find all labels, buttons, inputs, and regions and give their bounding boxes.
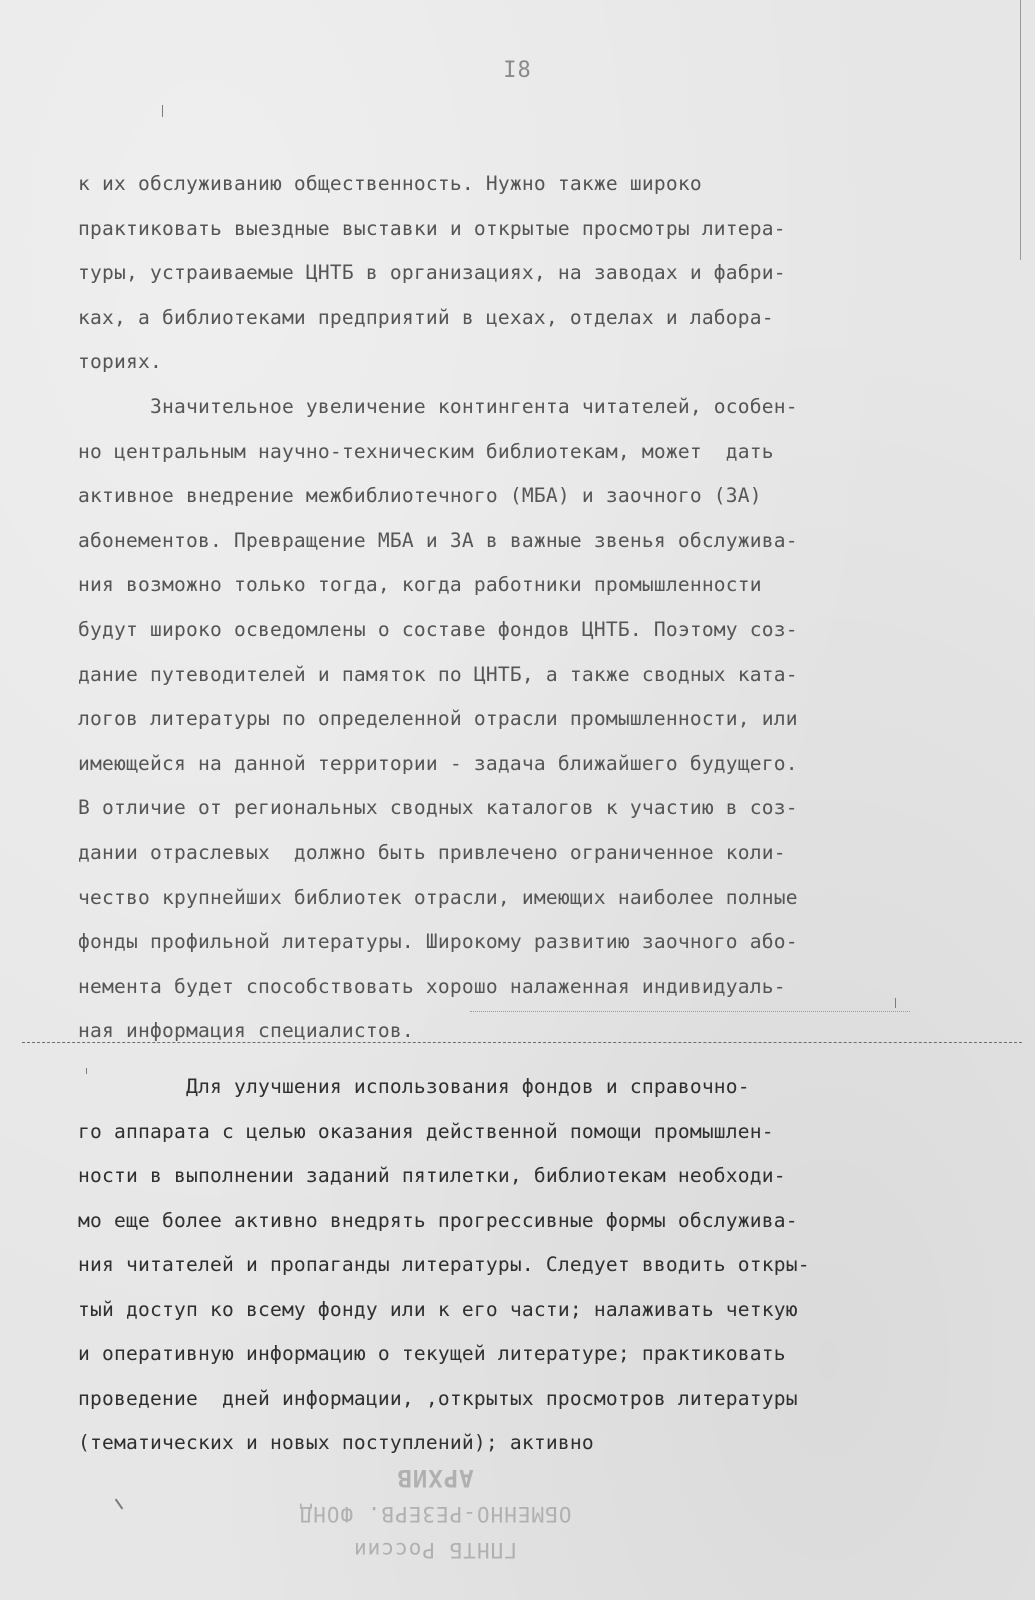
text-line: мо еще более активно внедрять прогрессивные формы обслужива- bbox=[78, 1208, 798, 1232]
text-line: Для улучшения использования фондов и справочно- bbox=[78, 1075, 750, 1098]
page-edge-line bbox=[1020, 0, 1021, 260]
text-line: (тематических и новых поступлений); активно bbox=[78, 1431, 594, 1454]
text-line: чество крупнейших библиотек отрасли, имеющих наиболее полные bbox=[78, 885, 798, 909]
text-line: имеющейся на данной территории - задача ближайшего будущего. bbox=[78, 751, 798, 775]
text-line: практиковать выездные выставки и открытые просмотры литера- bbox=[78, 216, 786, 240]
text-line: ная информация специалистов. bbox=[78, 1019, 414, 1043]
text-line: дание путеводителей и памяток по ЦНТБ, а также сводных ката- bbox=[78, 662, 798, 686]
text-line: но центральным научно-техническим библиотекам, может дать bbox=[78, 439, 774, 463]
text-line: ния возможно только тогда, когда работники промышленности bbox=[78, 573, 762, 597]
text-line: го аппарата с целью оказания действенной помощи промышлен- bbox=[78, 1119, 774, 1143]
text-line: проведение дней информации, ,открытых просмотров литературы bbox=[78, 1386, 798, 1410]
text-line: тый доступ ко всему фонду или к его части; налаживать четкую bbox=[78, 1297, 798, 1321]
text-line: логов литературы по определенной отрасли промышленности, или bbox=[78, 707, 798, 731]
stamp-line: АРХИВ bbox=[396, 1464, 474, 1492]
stamp-line: ОБМЕННО-РЕЗЕРВ. ФОНД bbox=[298, 1502, 572, 1526]
text-line: ках, а библиотеками предприятий в цехах, отделах и лабора- bbox=[78, 305, 774, 329]
text-line: и оперативную информацию о текущей литературе; практиковать bbox=[78, 1342, 786, 1365]
text-line: фонды профильной литературы. Широкому развитию заочного або- bbox=[78, 930, 798, 954]
text-line: туры, устраиваемые ЦНТБ в организациях, на заводах и фабри- bbox=[78, 261, 786, 285]
text-line: абонементов. Превращение МБА и ЗА в важные звенья обслужива- bbox=[78, 528, 798, 552]
text-line: будут широко осведомлены о составе фондов ЦНТБ. Поэтому соз- bbox=[78, 617, 798, 641]
text-line: ности в выполнении заданий пятилетки, библиотекам необходи- bbox=[78, 1164, 786, 1187]
paper-speck bbox=[895, 998, 896, 1008]
library-stamp bbox=[285, 1438, 585, 1568]
text-line: активное внедрение межбиблиотечного (МБА) и заочного (ЗА) bbox=[78, 484, 762, 508]
paper-speck bbox=[86, 1068, 87, 1074]
text-line: к их обслуживанию общественность. Нужно также широко bbox=[78, 172, 702, 195]
text-line: Значительное увеличение контингента читателей, особен- bbox=[78, 394, 798, 418]
text-line: ния читателей и пропаганды литературы. Следует вводить откры- bbox=[78, 1253, 810, 1276]
text-line: В отличие от региональных сводных каталогов к участию в соз- bbox=[78, 796, 798, 820]
stamp-line: ГПНТБ России bbox=[353, 1538, 517, 1562]
text-line: ториях. bbox=[78, 350, 162, 374]
page-number: I8 bbox=[503, 58, 532, 83]
paragraph-bottom bbox=[78, 1065, 938, 1466]
faint-underline bbox=[470, 1011, 910, 1012]
paste-seam-line bbox=[22, 1042, 1022, 1043]
text-line: немента будет способствовать хорошо налаженная индивидуаль- bbox=[78, 974, 786, 998]
paper-speck bbox=[162, 105, 163, 117]
text-line: дании отраслевых должно быть привлечено ограниченное коли- bbox=[78, 840, 786, 864]
paper-speck bbox=[115, 1499, 124, 1510]
paragraph-top bbox=[78, 162, 938, 1054]
